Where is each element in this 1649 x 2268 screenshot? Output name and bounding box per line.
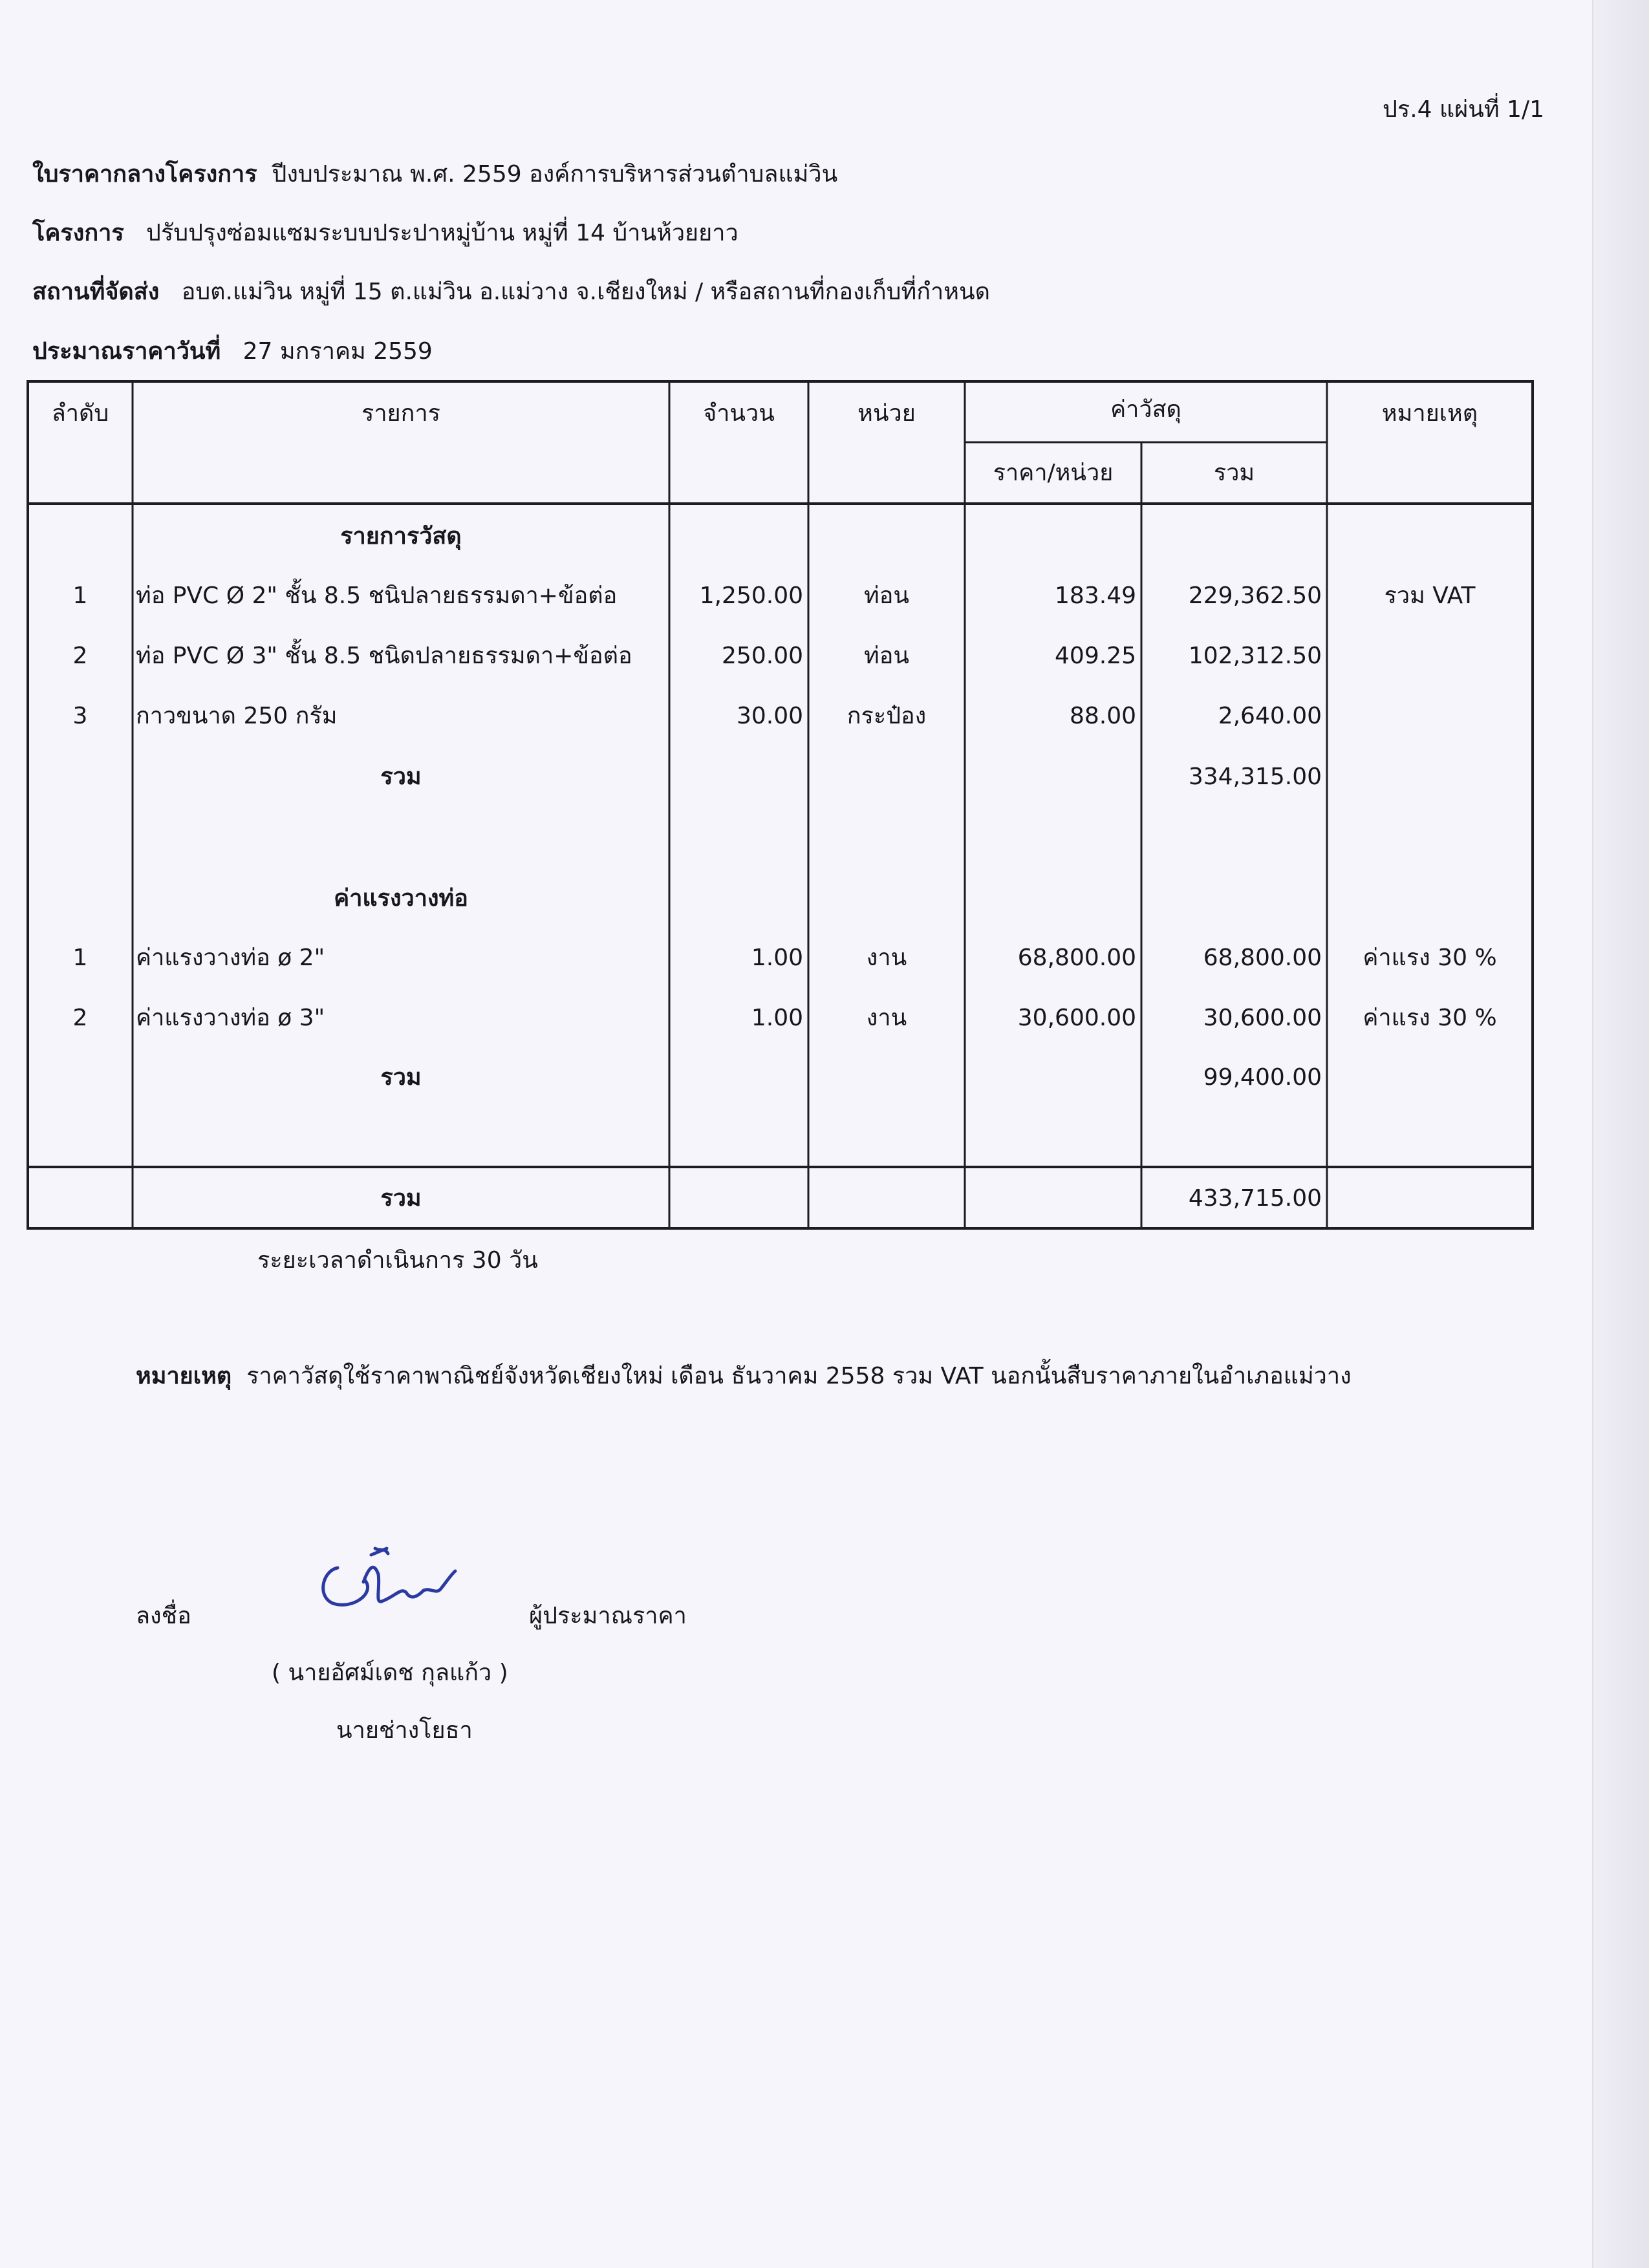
col-header-unit: หน่วย bbox=[857, 400, 916, 427]
section-title-materials: รายการวัสดุ bbox=[340, 523, 462, 550]
row-no: 2 bbox=[72, 643, 88, 669]
section-sum-label: รวม bbox=[380, 764, 422, 790]
section-title-labor: ค่าแรงวางท่อ bbox=[334, 885, 468, 912]
col-header-qty: จำนวน bbox=[703, 400, 775, 427]
row-unit: ท่อน bbox=[864, 643, 909, 669]
grand-total-label: รวม bbox=[380, 1185, 422, 1212]
title-value: ปีงบประมาณ พ.ศ. 2559 องค์การบริหารส่วนตำบลแม่วิน bbox=[272, 161, 838, 187]
col-header-sum: รวม bbox=[1213, 460, 1255, 486]
delivery-label: สถานที่จัดส่ง bbox=[32, 279, 160, 305]
delivery-value: อบต.แม่วิน หมู่ที่ 15 ต.แม่วิน อ.แม่วาง จ.เชียงใหม่ / หรือสถานที่กองเก็บที่กำหนด bbox=[181, 279, 990, 305]
col-header-no: ลำดับ bbox=[51, 400, 109, 427]
sheet-reference: ปร.4 แผ่นที่ 1/1 bbox=[1383, 96, 1544, 123]
row-unit-price: 409.25 bbox=[1055, 643, 1136, 669]
row-no: 1 bbox=[72, 583, 88, 609]
row-total: 102,312.50 bbox=[1188, 643, 1322, 669]
project-value: ปรับปรุงซ่อมแซมระบบประปาหมู่บ้าน หมู่ที่ 14 บ้านห้วยยาว bbox=[146, 220, 738, 246]
section-sum-label: รวม bbox=[380, 1064, 422, 1091]
row-unit: งาน bbox=[866, 1005, 907, 1031]
row-total: 30,600.00 bbox=[1203, 1005, 1322, 1031]
date-label: ประมาณราคาวันที่ bbox=[32, 338, 221, 365]
row-total: 229,362.50 bbox=[1188, 583, 1322, 609]
handwritten-signature bbox=[304, 1542, 498, 1639]
note-text: ราคาวัสดุใช้ราคาพาณิชย์จังหวัดเชียงใหม่ เดือน ธันวาคม 2558 รวม VAT นอกนั้นสืบราคาภายในอำเภอแม่วาง bbox=[246, 1363, 1352, 1389]
row-item: ค่าแรงวางท่อ ø 3" bbox=[136, 1005, 325, 1031]
row-remark: รวม VAT bbox=[1384, 583, 1476, 609]
row-unit-price: 30,600.00 bbox=[1017, 1005, 1136, 1031]
col-header-unit-price: ราคา/หน่วย bbox=[993, 460, 1114, 486]
row-total: 68,800.00 bbox=[1203, 945, 1322, 971]
row-item: ค่าแรงวางท่อ ø 2" bbox=[136, 945, 325, 971]
col-header-remark: หมายเหตุ bbox=[1381, 400, 1478, 427]
row-unit-price: 68,800.00 bbox=[1017, 945, 1136, 971]
row-qty: 250.00 bbox=[722, 643, 803, 669]
grand-total-value: 433,715.00 bbox=[1188, 1185, 1322, 1212]
row-qty: 1.00 bbox=[751, 1005, 803, 1031]
estimator-role: ผู้ประมาณราคา bbox=[529, 1603, 687, 1629]
row-unit-price: 88.00 bbox=[1069, 703, 1136, 729]
col-header-material: ค่าวัสดุ bbox=[1110, 396, 1181, 423]
row-item: ท่อ PVC Ø 2" ชั้น 8.5 ชนิปลายธรรมดา+ข้อต่อ bbox=[136, 583, 618, 609]
row-unit: กระป๋อง bbox=[846, 703, 927, 729]
row-item: กาวขนาด 250 กรัม bbox=[136, 703, 338, 729]
row-qty: 30.00 bbox=[736, 703, 803, 729]
col-header-item: รายการ bbox=[361, 400, 440, 427]
row-remark: ค่าแรง 30 % bbox=[1363, 945, 1497, 971]
note-label: หมายเหตุ bbox=[136, 1363, 232, 1389]
row-no: 3 bbox=[72, 703, 88, 729]
signer-position: นายช่างโยธา bbox=[336, 1717, 473, 1744]
row-no: 2 bbox=[72, 1005, 88, 1031]
row-total: 2,640.00 bbox=[1218, 703, 1322, 729]
row-unit-price: 183.49 bbox=[1055, 583, 1136, 609]
date-value: 27 มกราคม 2559 bbox=[242, 338, 433, 365]
section-sum-labor: 99,400.00 bbox=[1203, 1064, 1322, 1091]
signer-name: ( นายอัศม์เดช กุลแก้ว ) bbox=[272, 1660, 508, 1686]
section-sum-materials: 334,315.00 bbox=[1188, 764, 1322, 790]
row-qty: 1.00 bbox=[751, 945, 803, 971]
note-line bbox=[136, 1362, 1352, 1391]
row-no: 1 bbox=[72, 945, 88, 971]
row-unit: งาน bbox=[866, 945, 907, 971]
duration-text: ระยะเวลาดำเนินการ 30 วัน bbox=[257, 1247, 538, 1274]
row-remark: ค่าแรง 30 % bbox=[1363, 1005, 1497, 1031]
row-qty: 1,250.00 bbox=[699, 583, 803, 609]
project-label: โครงการ bbox=[32, 220, 124, 246]
row-item: ท่อ PVC Ø 3" ชั้น 8.5 ชนิดปลายธรรมดา+ข้อต่อ bbox=[136, 643, 632, 669]
row-unit: ท่อน bbox=[864, 583, 909, 609]
sign-label: ลงชื่อ bbox=[136, 1603, 191, 1629]
title-label: ใบราคากลางโครงการ bbox=[32, 161, 257, 187]
